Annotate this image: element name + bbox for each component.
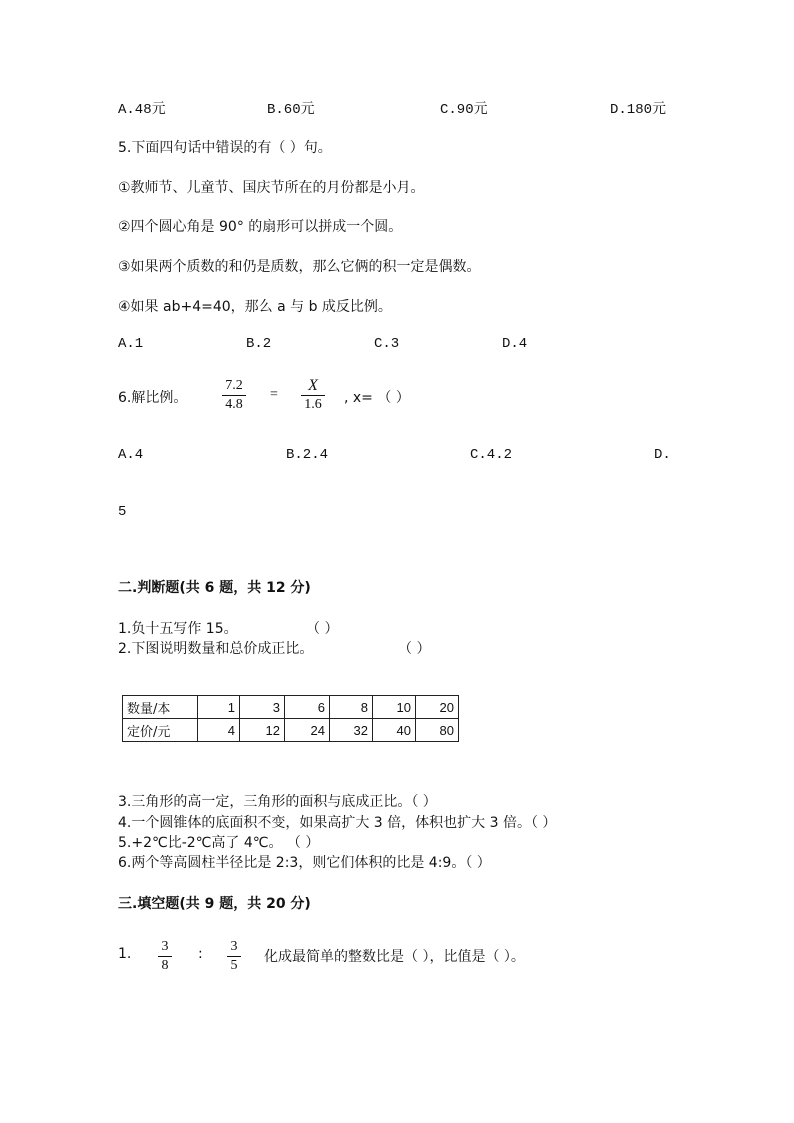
q4-option-d: D.180元 <box>610 102 667 118</box>
q5-option-a: A.1 <box>118 336 144 352</box>
q6-equals: = <box>270 387 278 402</box>
fraction-bar <box>158 956 172 957</box>
table-cell: 80 <box>416 719 459 742</box>
s2-item-5: 5.+2℃比-2℃高了 4℃。 （ ） <box>118 835 320 851</box>
s3-q1-fraction-left-numerator: 3 <box>161 939 169 954</box>
q6-prefix: 6.解比例。 <box>118 390 188 406</box>
table-cell: 24 <box>285 719 330 742</box>
table-cell: 4 <box>198 719 240 742</box>
table-cell-label: 数量/本 <box>123 696 198 719</box>
q4-option-a: A.48元 <box>118 102 166 118</box>
q4-option-b: B.60元 <box>267 102 315 118</box>
q6-option-d: D. <box>654 447 671 463</box>
s3-q1-text: 化成最简单的整数比是（ ），比值是（ ）。 <box>264 949 525 965</box>
q5-option-d: D.4 <box>502 336 528 352</box>
s3-q1-fraction-left <box>158 939 172 974</box>
q5-statement-2: ②四个圆心角是 90° 的扇形可以拼成一个圆。 <box>118 219 403 235</box>
table-cell: 12 <box>240 719 285 742</box>
q4-option-c: C.90元 <box>440 102 488 118</box>
section-3-title: 三.填空题(共 9 题，共 20 分) <box>118 896 311 912</box>
q6-option-c: C.4.2 <box>470 447 513 463</box>
q5-statement-3: ③如果两个质数的和仍是质数，那么它俩的积一定是偶数。 <box>118 259 481 275</box>
table-cell: 40 <box>373 719 416 742</box>
s2-item-2-blank: （ ） <box>398 641 431 657</box>
q6-fraction-left-denominator: 4.8 <box>225 397 243 412</box>
s2-item-4: 4.一个圆锥体的底面积不变，如果高扩大 3 倍，体积也扩大 3 倍。（ ） <box>118 815 557 831</box>
q6-option-b: B.2.4 <box>286 447 329 463</box>
q5-stem: 5.下面四句话中错误的有（ ）句。 <box>118 140 332 156</box>
s3-q1-number: 1. <box>118 946 132 962</box>
q5-statement-1: ①教师节、儿童节、国庆节所在的月份都是小月。 <box>118 180 425 196</box>
s3-q1-fraction-right-denominator: 5 <box>230 958 238 973</box>
table-cell: 1 <box>198 696 240 719</box>
q6-fraction-left-numerator: 7.2 <box>225 378 243 393</box>
fraction-bar <box>227 956 241 957</box>
q5-option-c: C.3 <box>374 336 400 352</box>
table-cell: 32 <box>330 719 373 742</box>
q6-fraction-right <box>301 378 325 413</box>
fraction-bar <box>301 395 325 396</box>
q6-fraction-right-numerator: X <box>308 377 318 394</box>
section-2-title: 二.判断题(共 6 题，共 12 分) <box>118 580 311 596</box>
s2-item-1-blank: （ ） <box>306 621 339 637</box>
table-cell: 10 <box>373 696 416 719</box>
fraction-bar <box>222 395 246 396</box>
q6-option-a: A.4 <box>118 447 144 463</box>
q6-fraction-right-denominator: 1.6 <box>304 397 322 412</box>
s3-q1-fraction-left-denominator: 8 <box>161 958 169 973</box>
q6-suffix: , x= （ ） <box>344 390 410 406</box>
table-row <box>123 719 459 742</box>
s2-item-6: 6.两个等高圆柱半径比是 2:3，则它们体积的比是 4:9。（ ） <box>118 855 491 871</box>
s2-item-3: 3.三角形的高一定，三角形的面积与底成正比。（ ） <box>118 794 437 810</box>
table-row <box>123 696 459 719</box>
s2-item-2-text: 2.下图说明数量和总价成正比。 <box>118 641 314 657</box>
q6-option-d-value: 5 <box>118 504 127 520</box>
quantity-price-table <box>122 695 459 742</box>
table-cell: 20 <box>416 696 459 719</box>
q5-option-b: B.2 <box>246 336 272 352</box>
table-cell: 6 <box>285 696 330 719</box>
s3-q1-colon: : <box>198 946 203 962</box>
q5-statement-4: ④如果 ab+4=40，那么 a 与 b 成反比例。 <box>118 299 392 315</box>
q6-fraction-left <box>222 378 246 413</box>
table-cell: 8 <box>330 696 373 719</box>
s3-q1-fraction-right-numerator: 3 <box>230 939 238 954</box>
table-cell: 3 <box>240 696 285 719</box>
table-cell-label: 定价/元 <box>123 719 198 742</box>
s2-item-1-text: 1.负十五写作 15。 <box>118 621 238 637</box>
s3-q1-fraction-right <box>227 939 241 974</box>
